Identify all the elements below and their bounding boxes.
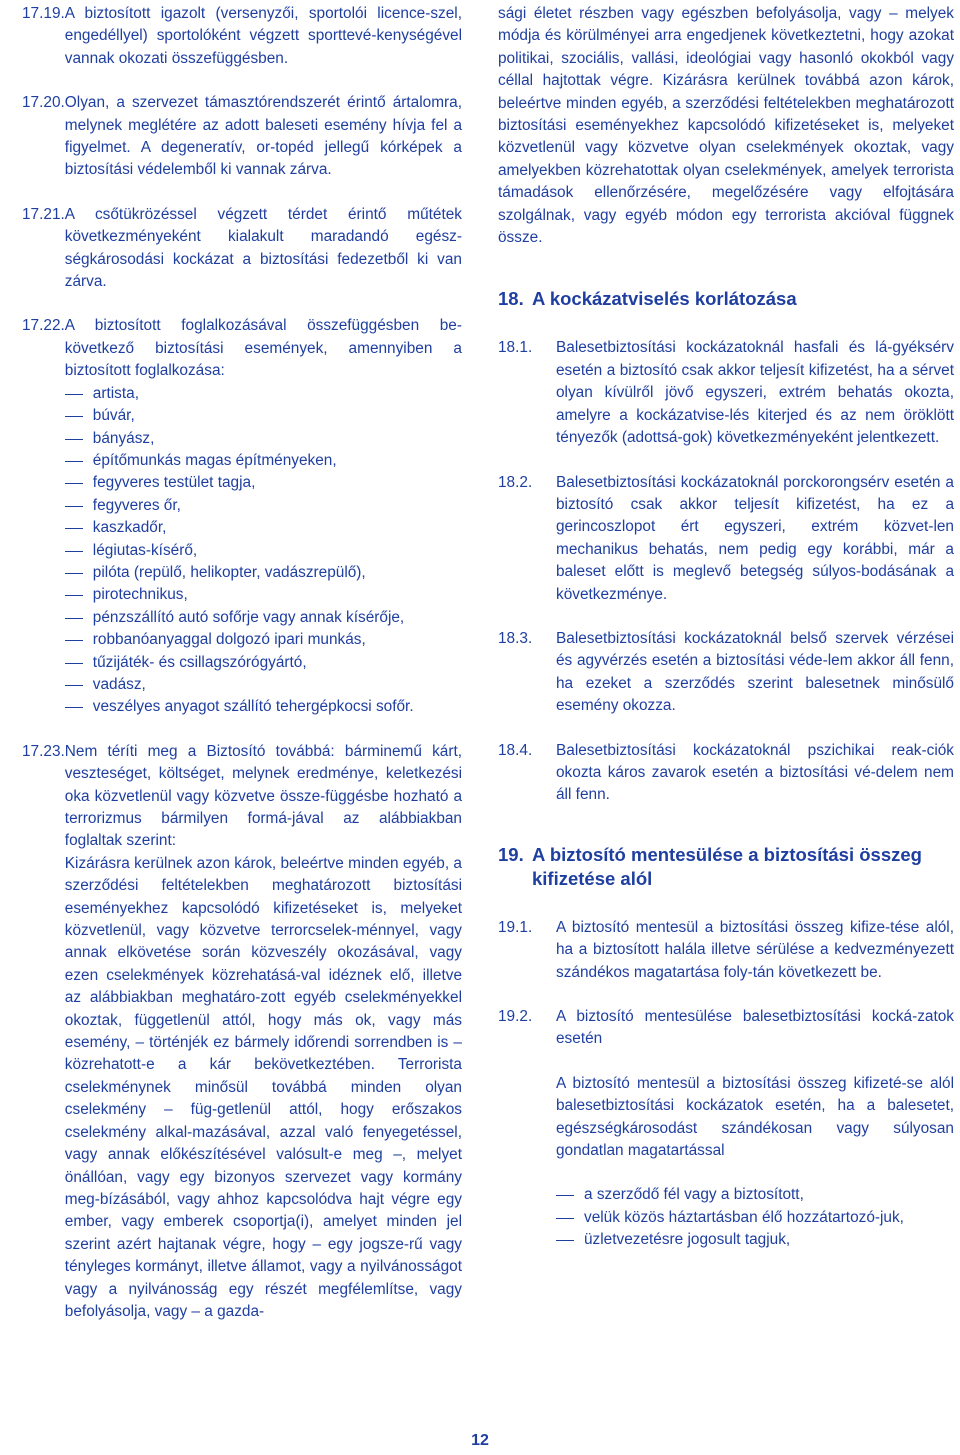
clause-19-2 (498, 1006, 954, 1252)
section-number: 19. (498, 843, 524, 865)
section-heading-19 (498, 843, 954, 891)
list-item: bányász, (65, 428, 462, 450)
list-item: üzletvezetésre jogosult tagjuk, (556, 1229, 954, 1251)
clause-text: sági életet részben vagy egészben befolyásolja, vagy – melyek módja és körülményei arra engedjenek következtetni, hogy azokat politikai, szociális, vallási, ideológiai vagy hasonló okokból vagy céllal hajtottak végre. Kizárásra kerülnek továbbá azon károk, beleértve minden egyéb, a szerződési feltételekben meghatározott biztosítási eseményekhez kapcsolódó kifizetéseket is, melyeket közvetlenül vagy közvetve olyan cselekmények okoztak, vagy amelyekben közrehatottak olyan cselekmények, amelyek terrorista támadások ellenőrzésére, megelőzésére vagy elfojtására szolgálnak, vagy egyéb módon egy terrorista akcióval függnek össze. (498, 5, 954, 247)
clause-text: Balesetbiztosítási kockázatoknál belső szervek vérzései és agyvérzés esetén a biztosítási véde-lem akkor áll fenn, ha ezeket a szerződés szerint balesetnek minősülő esemény okozza. (556, 629, 954, 715)
list-item: fegyveres őr, (65, 495, 462, 517)
right-column (498, 0, 954, 1274)
list-item: pirotechnikus, (65, 584, 462, 606)
clause-text: Balesetbiztosítási kockázatoknál hasfali és lá-gyéksérv esetén a biztosító csak akkor teljesít kifizetést, ha a sérvet olyan kívülről jövő egyszeri, extrém behatás okozta, amelyre a kockázatvise-lés kiterjed és az nem öröklött tényezők (adottsá-gok) következményeként jelentkezett. (556, 339, 954, 447)
list-item: pénzszállító autó sofőrje vagy annak kísérője, (65, 607, 462, 629)
clause-17-20 (22, 92, 462, 182)
clause-text: A biztosított igazolt (versenyzői, sportolói licence-szel, engedéllyel) sportolóként végzett sporttevé-kenységével vannak okozati összefüggésben. (64, 5, 462, 67)
section-title: A kockázatviselés korlátozása (532, 288, 797, 310)
clause-number: 19.2. (498, 1008, 533, 1025)
clause-text: Balesetbiztosítási kockázatoknál pszichikai reak-ciók okozta káros zavarok esetén a biztosítási vé-delem nem áll fenn. (556, 741, 954, 804)
clause-18-3 (498, 628, 954, 718)
clause-number: 17.19. (22, 5, 65, 22)
list-item: robbanóanyaggal dolgozó ipari munkás, (65, 629, 462, 651)
page-number: 12 (471, 1432, 489, 1449)
section-heading-18 (498, 287, 954, 311)
clause-text: A biztosított foglalkozásával összefüggésben be-következő biztosítási események, amennyiben a biztosított foglalkozása: (64, 317, 462, 380)
left-column (22, 0, 462, 1345)
clause-number: 17.23. (22, 742, 65, 760)
clause-number: 18.4. (498, 741, 533, 759)
occupation-list (65, 383, 462, 719)
clause-18-4 (498, 740, 954, 807)
clause-number: 18.1. (498, 339, 533, 357)
clause-number: 17.22. (22, 317, 65, 335)
clause-body (65, 315, 462, 718)
list-item: pilóta (repülő, helikopter, vadászrepülő), (65, 562, 462, 584)
clause-17-22 (22, 315, 462, 718)
clause-number: 18.3. (498, 629, 533, 647)
list-item: velük közös háztartásban élő hozzátartozó-juk, (556, 1207, 954, 1229)
list-item: veszélyes anyagot szállító tehergépkocsi sofőr. (65, 696, 462, 718)
list-item: vadász, (65, 674, 462, 696)
clause-text: A biztosító mentesül a biztosítási összeg kifize-tése alól, ha a biztosított halála illetve sérülése a kedvezményezett szándékos magatartása foly-tán következett be. (556, 918, 954, 981)
party-list (556, 1184, 954, 1251)
list-item: tűzijáték- és csillagszórógyártó, (65, 652, 462, 674)
clause-number: 17.21. (22, 205, 65, 223)
clause-paragraph: Kizárásra kerülnek azon károk, beleértve minden egyéb, a szerződési feltételekben meghatározott biztosítási eseményekhez kapcsolódó kifizetéseket is, melyeket közvetlenül, vagy közvetve terrorcselek-ménnyel, vagy annak elkövetése során közveszély okozásával, vagy ezen cselekmények közrehatásá-val idéznek elő, illetve az alábbiakban meghatáro-zott egyéb cselekményekkel okoztak, függetlenül attól, hogy más ok, vagy más esemény, – történjék ez bármely időrendi sorrendben is – közrehatott-e a kár bekövetkeztében. Terrorista cselekménynek minősül továbbá minden olyan cselekmény – füg-getlenül attól, hogy erőszakos cselekmény alkal-mazásával, azzal való fenyegetéssel, vagy annak előkészítésével valósult-e meg –, melyet önállóan, vagy egy bizonyos szervezet vagy kormány meg-bízásából, vagy ahhoz kapcsolódva hajt végre egy ember, vagy emberek csoportja(i), amelyet minden jel szerint azért hajtanak végre, hogy – egy jogsze-rű vagy tényleges kormányt, illetve államot, vagy a nyilvánosságot vagy a nyilvánosság egy részét megfélemlítse, vagy befolyásolja, vagy – a gazda- (64, 854, 462, 1320)
clause-number: 17.20. (22, 94, 65, 112)
list-item: búvár, (65, 405, 462, 427)
clause-text: A csőtükrözéssel végzett térdet érintő műtétek következményeként kialakult maradandó egész-ségkárosodási kockázat a biztosítási fedezetből ki van zárva. (64, 205, 462, 291)
section-title: A biztosító mentesülése a biztosítási összeg kifizetése alól (532, 843, 922, 889)
clause-number: 18.2. (498, 473, 533, 491)
list-item: a szerződő fél vagy a biztosított, (556, 1184, 954, 1206)
clause-body (65, 741, 462, 1324)
clause-17-21 (22, 204, 462, 294)
clause-18-2 (498, 472, 954, 606)
list-item: építőmunkás magas építményeken, (65, 450, 462, 472)
clause-paragraph: Nem téríti meg a Biztosító továbbá: bárminemű kárt, veszteséget, költséget, melynek eredménye, keletkezési oka közvetlenül vagy közvetve össze-függésbe hozható a terrorizmus bármilyen formá-jával az alábbiakban foglaltak szerint: (64, 742, 462, 850)
list-item: artista, (65, 383, 462, 405)
clause-18-1 (498, 337, 954, 449)
clause-paragraph: A biztosító mentesül a biztosítási összeg kifizeté-se alól balesetbiztosítási kockázatok esetén, ha a balesetet, egészségkárosodást szándékosan vagy súlyosan gondatlan magatartással (556, 1074, 954, 1160)
clause-17-19 (22, 3, 462, 70)
list-item: kaszkadőr, (65, 517, 462, 539)
clause-text: Olyan, a szervezet támasztórendszerét érintő ártalomra, melynek meglétére az adott baleseti esemény hívja fel a figyelmet. A degeneratív, or-topéd jellegű kórképek a biztosítási védelemből ki vannak zárva. (64, 94, 462, 179)
clause-text: A biztosító mentesülése balesetbiztosítási kocká-zatok esetén (556, 1008, 954, 1048)
clause-text: Balesetbiztosítási kockázatoknál porckorongsérv esetén a biztosító csak akkor teljesít kifizetést, ha ez a gerincoszlopot ért egyszeri, extrém közvet-len mechanikus behatás, nem pedig egy korábbi, már a baleset előtt is meglevő betegség súlyos-bodásának a következménye. (556, 473, 954, 603)
clause-17-23 (22, 741, 462, 1324)
list-item: légiutas-kísérő, (65, 540, 462, 562)
section-number: 18. (498, 288, 524, 310)
list-item: fegyveres testület tagja, (65, 472, 462, 494)
clause-19-1 (498, 917, 954, 984)
clause-body (556, 1006, 954, 1252)
clause-continuation (498, 3, 954, 249)
clause-number: 19.1. (498, 918, 533, 936)
